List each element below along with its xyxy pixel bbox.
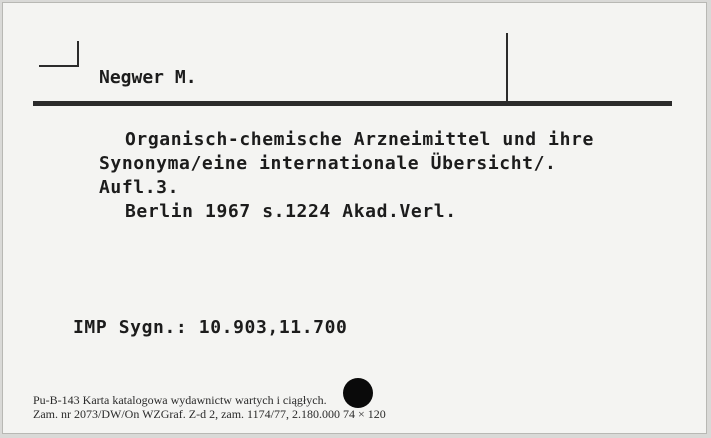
imprint-line: Berlin 1967 s.1224 Akad.Verl. (125, 201, 457, 222)
card-punch-hole (343, 378, 373, 408)
heading-divider (506, 33, 508, 103)
title-line-1: Organisch-chemische Arzneimittel und ihre (125, 129, 594, 150)
author-heading: Negwer M. (99, 67, 197, 88)
title-line-3: Aufl.3. (99, 177, 180, 198)
heading-rule (33, 101, 672, 106)
catalog-card (2, 2, 707, 434)
corner-bracket-vertical (77, 41, 79, 67)
shelf-signature: IMP Sygn.: 10.903,11.700 (73, 317, 348, 338)
title-line-2: Synonyma/eine internationale Übersicht/. (99, 153, 557, 174)
footer-line-2: Zam. nr 2073/DW/On WZGraf. Z-d 2, zam. 1174/77, 2.180.000 74 × 120 (33, 407, 386, 421)
corner-bracket-horizontal (39, 65, 79, 67)
footer-line-1: Pu-B-143 Karta katalogowa wydawnictw wartych i ciągłych. (33, 393, 327, 407)
